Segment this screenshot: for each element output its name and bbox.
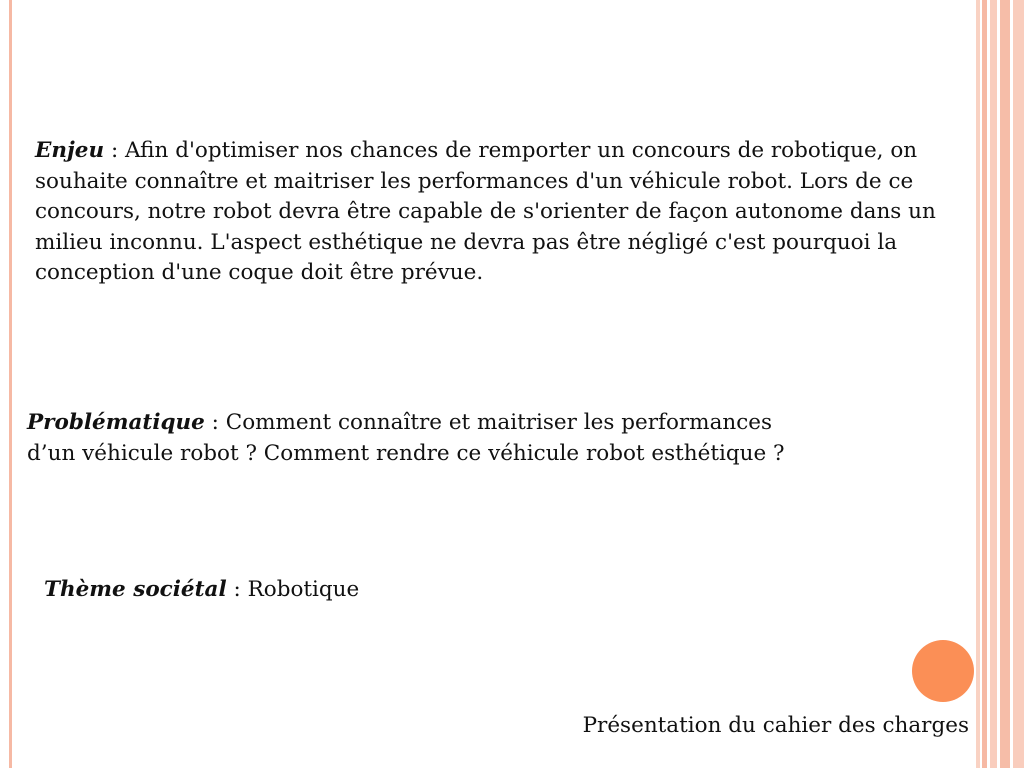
problematique-line-1 <box>27 408 857 439</box>
enjeu-separator: : <box>104 138 126 163</box>
problematique-text-1: Comment connaître et maitriser les performances <box>225 410 773 435</box>
theme-separator: : <box>226 577 248 602</box>
problematique-line-2: d’un véhicule robot ? Comment rendre ce véhicule robot esthétique ? <box>27 440 785 466</box>
enjeu-text: Afin d'optimiser nos chances de remporter un concours de robotique, on souhaite connaître et maitriser les performances d'un véhicule robot. Lors de ce concours, notre robot devra être capable de s'orienter de façon autonome dans un milieu inconnu. L'aspect esthétique ne devra pas être négligé c'est pourquoi la conception d'une coque doit être prévue. <box>35 138 936 285</box>
theme-label: Thème sociétal <box>44 577 227 602</box>
stripe <box>990 0 997 768</box>
stripe <box>976 0 980 768</box>
right-decorative-stripes <box>976 0 1024 768</box>
problematique-paragraph <box>27 408 857 469</box>
left-decorative-border <box>9 0 12 768</box>
stripe <box>1000 0 1010 768</box>
problematique-label: Problématique <box>27 410 205 435</box>
enjeu-label: Enjeu <box>35 138 105 163</box>
theme-text: Robotique <box>247 577 360 602</box>
stripe <box>1013 0 1024 768</box>
problematique-separator: : <box>204 410 226 435</box>
stripe <box>982 0 987 768</box>
theme-paragraph <box>44 575 544 606</box>
slide-footer-title: Présentation du cahier des charges <box>582 713 969 738</box>
orange-circle-decoration <box>912 640 974 702</box>
enjeu-paragraph <box>35 136 985 289</box>
